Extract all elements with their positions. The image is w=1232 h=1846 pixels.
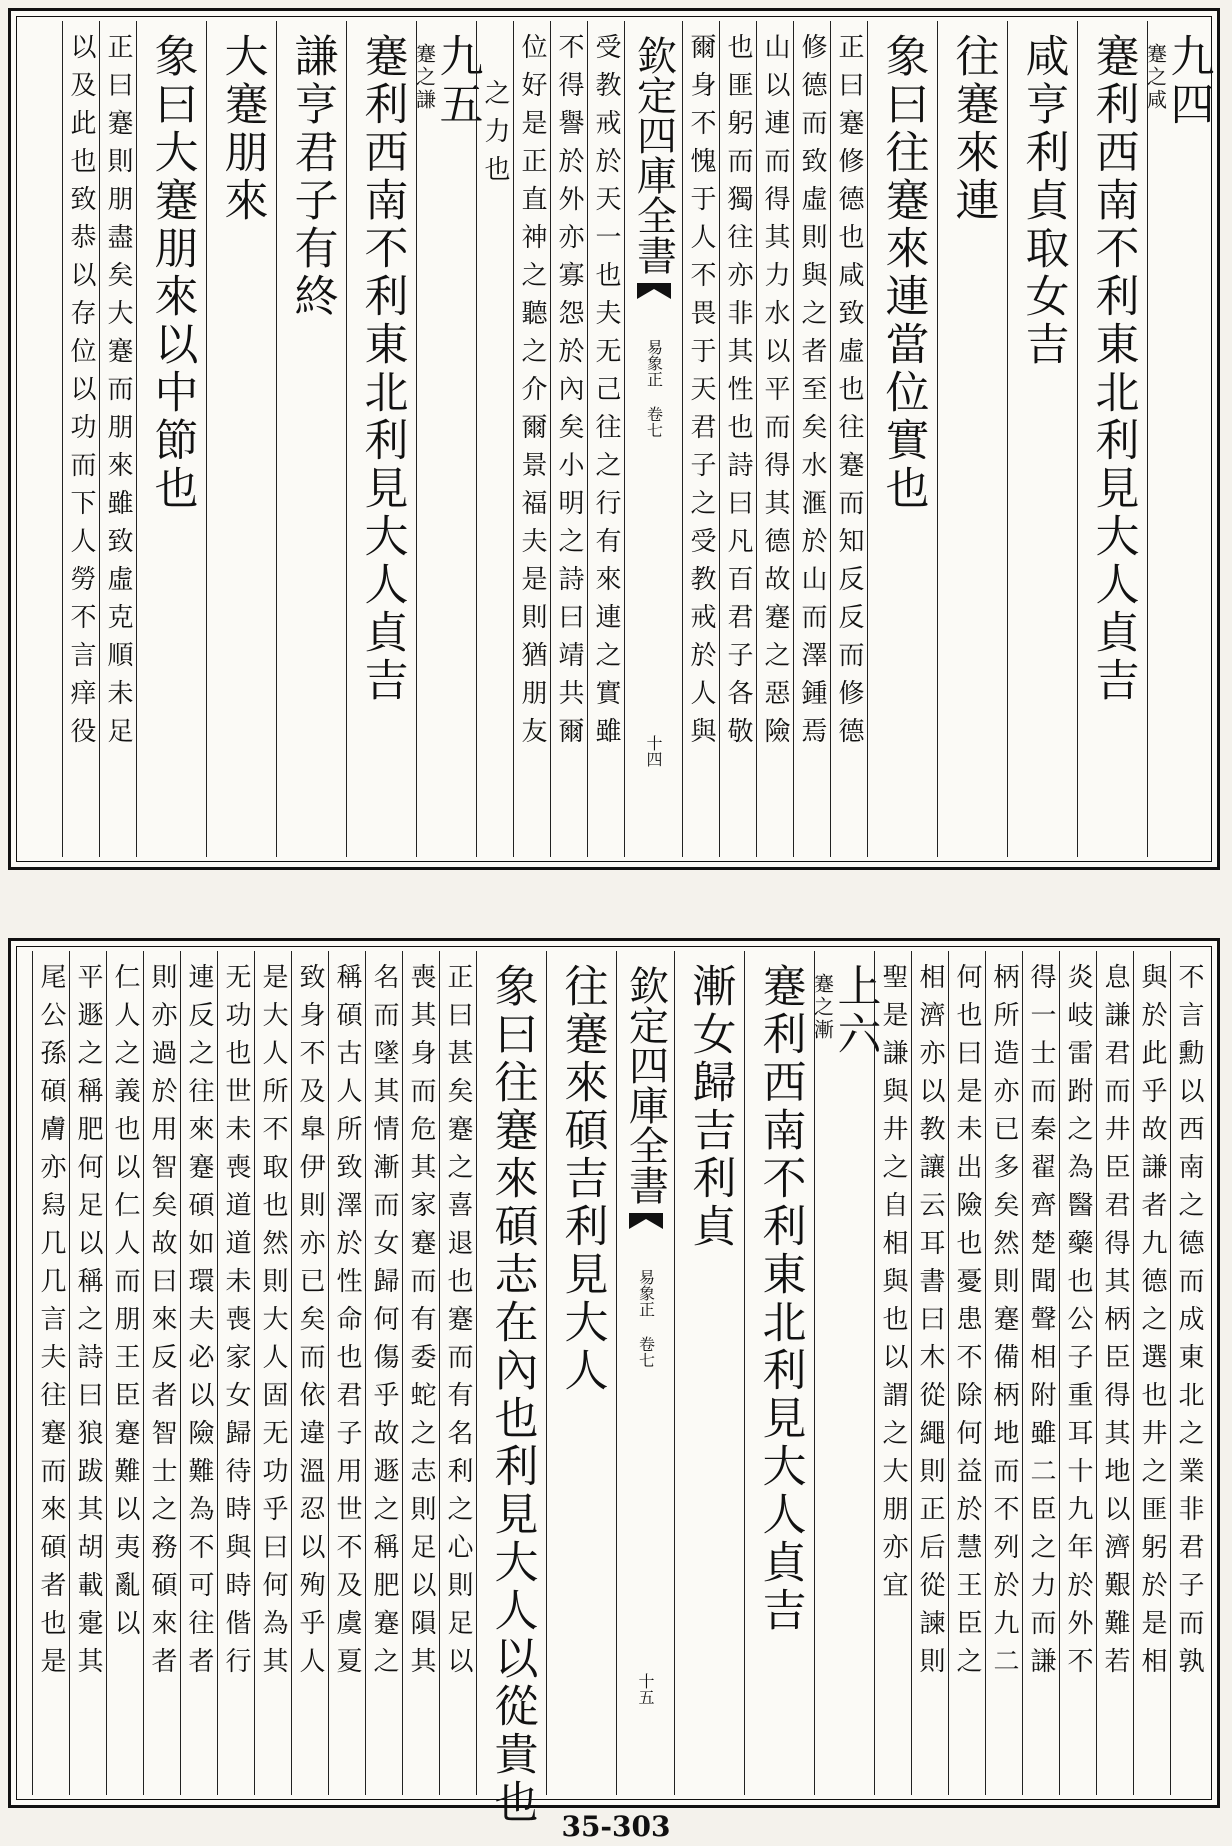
- text-column: [276, 21, 346, 857]
- text-column: [513, 21, 550, 857]
- text-column: [1022, 951, 1059, 1795]
- commentary-line: 則亦過於用智矣故曰來反者智士之務碩來者: [147, 963, 177, 1685]
- commentary-line: 稱碩古人所致澤於性命也君子用世不及虞夏: [332, 963, 362, 1685]
- text-column: [1096, 951, 1133, 1795]
- commentary-line: 正曰蹇則朋盡矣大蹇而朋來雖致虛克順未足: [103, 33, 133, 755]
- commentary-line: 正曰甚矣蹇之喜退也蹇而有名利之心則足以: [443, 963, 473, 1685]
- text-column: [402, 951, 439, 1795]
- commentary-line: 連反之往來蹇碩如環夫必以險難為不可往者: [184, 963, 214, 1685]
- line-heading: 九四: [1162, 33, 1214, 129]
- text-column: [254, 951, 291, 1795]
- classic-text-line: 謙亨君子有終: [286, 33, 338, 321]
- text-column: [682, 21, 719, 857]
- classic-text-line: 往蹇來碩吉利見大人: [556, 963, 608, 1395]
- commentary-line: 得一士而秦翟齊楚聞聲相附雖二臣之力而謙: [1026, 963, 1056, 1685]
- text-column: [810, 951, 881, 1795]
- text-column: [793, 21, 830, 857]
- commentary-line: 名而墜其情漸而女歸何傷乎故遯之稱肥蹇之: [369, 963, 399, 1685]
- line-annotation: 蹇之咸: [1143, 43, 1168, 112]
- text-column: [937, 21, 1007, 857]
- spine-title: 欽定四庫全書: [630, 35, 677, 275]
- classic-text-line: 蹇利西南不利東北利見大人貞吉: [754, 963, 806, 1635]
- classic-text-line: 象曰往蹇來連當位實也: [877, 33, 929, 513]
- commentary-line: 炎岐雷跗之為醫藥也公子重耳十九年於外不: [1063, 963, 1093, 1685]
- line-annotation: 蹇之謙: [412, 43, 437, 112]
- text-column: [1007, 21, 1077, 857]
- commentary-line: 以及此也致恭以存位以功而下人勞不言痒役: [66, 33, 96, 755]
- commentary-line: 仁人之義也以仁人而朋王臣蹇難以夷亂以: [110, 963, 140, 1647]
- commentary-line: 无功也世未喪道道未喪家女歸待時與時偕行: [221, 963, 251, 1685]
- text-column: [1077, 21, 1147, 857]
- text-column: [874, 951, 911, 1795]
- commentary-line: 受教戒於天一也夫无己往之行有來連之實雖: [591, 33, 621, 755]
- commentary-line: 何也曰是未出險也憂患不除何益於慧王臣之: [952, 963, 982, 1685]
- text-column: [550, 21, 587, 857]
- classic-text-line: 往蹇來連: [947, 33, 999, 225]
- text-column: [1170, 951, 1207, 1795]
- text-column: [346, 21, 416, 857]
- text-column: [1059, 951, 1096, 1795]
- text-column: [830, 21, 867, 857]
- commentary-line: 爾身不愧于人不畏于天君子之受教戒於人與: [686, 33, 716, 755]
- commentary-line: 山以連而得其力水以平而得其德故蹇之惡險: [760, 33, 790, 755]
- text-column: [867, 21, 937, 857]
- text-column: [69, 951, 106, 1795]
- commentary-line: 與於此乎故謙者九德之選也井之匪躬於是相: [1137, 963, 1167, 1685]
- commentary-line: 息謙君而井臣君得其柄臣得其地以濟艱難若: [1100, 963, 1130, 1685]
- text-column: [136, 21, 206, 857]
- text-column: [106, 951, 143, 1795]
- commentary-line: 柄所造亦已多矣然則蹇備柄地而不列於九二: [989, 963, 1019, 1685]
- text-column: [412, 21, 483, 857]
- line-heading: 九五: [431, 33, 483, 129]
- commentary-line: 之力也: [480, 79, 510, 193]
- book-spine-column: [616, 951, 674, 1795]
- classic-text-line: 象曰大蹇朋來以中節也: [146, 33, 198, 513]
- text-column: [365, 951, 402, 1795]
- spine-page-number: 十五: [636, 1673, 655, 1705]
- classic-text-line: 蹇利西南不利東北利見大人貞吉: [356, 33, 408, 705]
- text-column: [99, 21, 136, 857]
- text-column: [948, 951, 985, 1795]
- spine-page-number: 十四: [644, 735, 663, 767]
- fish-tail-mark-icon: [629, 1213, 663, 1229]
- text-column: [143, 951, 180, 1795]
- page-footer-number: 35-303: [561, 1810, 671, 1843]
- text-column: [1133, 951, 1170, 1795]
- commentary-line: 不得譽於外亦寡怨於內矣小明之詩曰靖共爾: [554, 33, 584, 755]
- commentary-line: 是大人所不取也然則大人固无功乎曰何為其: [258, 963, 288, 1685]
- page-top: [8, 8, 1220, 870]
- text-column: [1143, 21, 1214, 857]
- text-column: [911, 951, 948, 1795]
- text-column: [719, 21, 756, 857]
- spine-title: 欽定四庫全書: [622, 965, 669, 1205]
- classic-text-line: 象曰往蹇來碩志在內也利見大人以從貴也: [486, 963, 538, 1827]
- commentary-line: 平遯之稱肥何足以稱之詩曰狼跋其胡載疐其: [73, 963, 103, 1685]
- text-column: [546, 951, 616, 1795]
- spine-volume: 易象正 卷七: [636, 1269, 656, 1368]
- commentary-line: 正曰蹇修德也咸致虛也往蹇而知反反而修德: [834, 33, 864, 755]
- commentary-line: 也匪躬而獨往亦非其性也詩曰凡百君子各敬: [723, 33, 753, 755]
- text-column: [206, 21, 276, 857]
- text-column: [744, 951, 814, 1795]
- text-column: [674, 951, 744, 1795]
- commentary-line: 聖是謙與井之自相與也以謂之大朋亦宜: [878, 963, 908, 1609]
- commentary-line: 致身不及臯伊則亦已矣而依違溫忍以殉乎人: [295, 963, 325, 1685]
- columns-top: [21, 21, 1214, 857]
- text-column: [328, 951, 365, 1795]
- commentary-line: 位好是正直神之聽之介爾景福夫是則猶朋友: [517, 33, 547, 755]
- commentary-line: 喪其身而危其家蹇而有委蛇之志則足以隕其: [406, 963, 436, 1685]
- commentary-line: 尾公孫碩膚亦舄几几言夫往蹇而來碩者也是: [36, 963, 66, 1685]
- line-heading: 上六: [829, 963, 881, 1059]
- text-column: [62, 21, 99, 857]
- book-spine-column: [624, 21, 682, 857]
- text-column: [291, 951, 328, 1795]
- classic-text-line: 大蹇朋來: [216, 33, 268, 225]
- text-column: [217, 951, 254, 1795]
- text-column: [985, 951, 1022, 1795]
- text-column: [180, 951, 217, 1795]
- commentary-line: 相濟亦以教讓云耳書曰木從繩則正后從諫則: [915, 963, 945, 1685]
- spine-volume: 易象正 卷七: [644, 339, 664, 438]
- text-column: [587, 21, 624, 857]
- text-column: [476, 951, 546, 1827]
- classic-text-line: 漸女歸吉利貞: [684, 963, 736, 1251]
- text-column: [439, 951, 476, 1795]
- text-column: [756, 21, 793, 857]
- classic-text-line: 咸亨利貞取女吉: [1017, 33, 1069, 369]
- fish-tail-mark-icon: [637, 283, 671, 299]
- line-annotation: 蹇之漸: [810, 973, 835, 1042]
- commentary-line: 修德而致虛則與之者至矣水滙於山而澤鍾焉: [797, 33, 827, 755]
- classic-text-line: 蹇利西南不利東北利見大人貞吉: [1087, 33, 1139, 705]
- commentary-line: 不言勳以西南之德而成東北之業非君子而孰: [1174, 963, 1204, 1685]
- text-column: [476, 21, 513, 857]
- text-column: [32, 951, 69, 1795]
